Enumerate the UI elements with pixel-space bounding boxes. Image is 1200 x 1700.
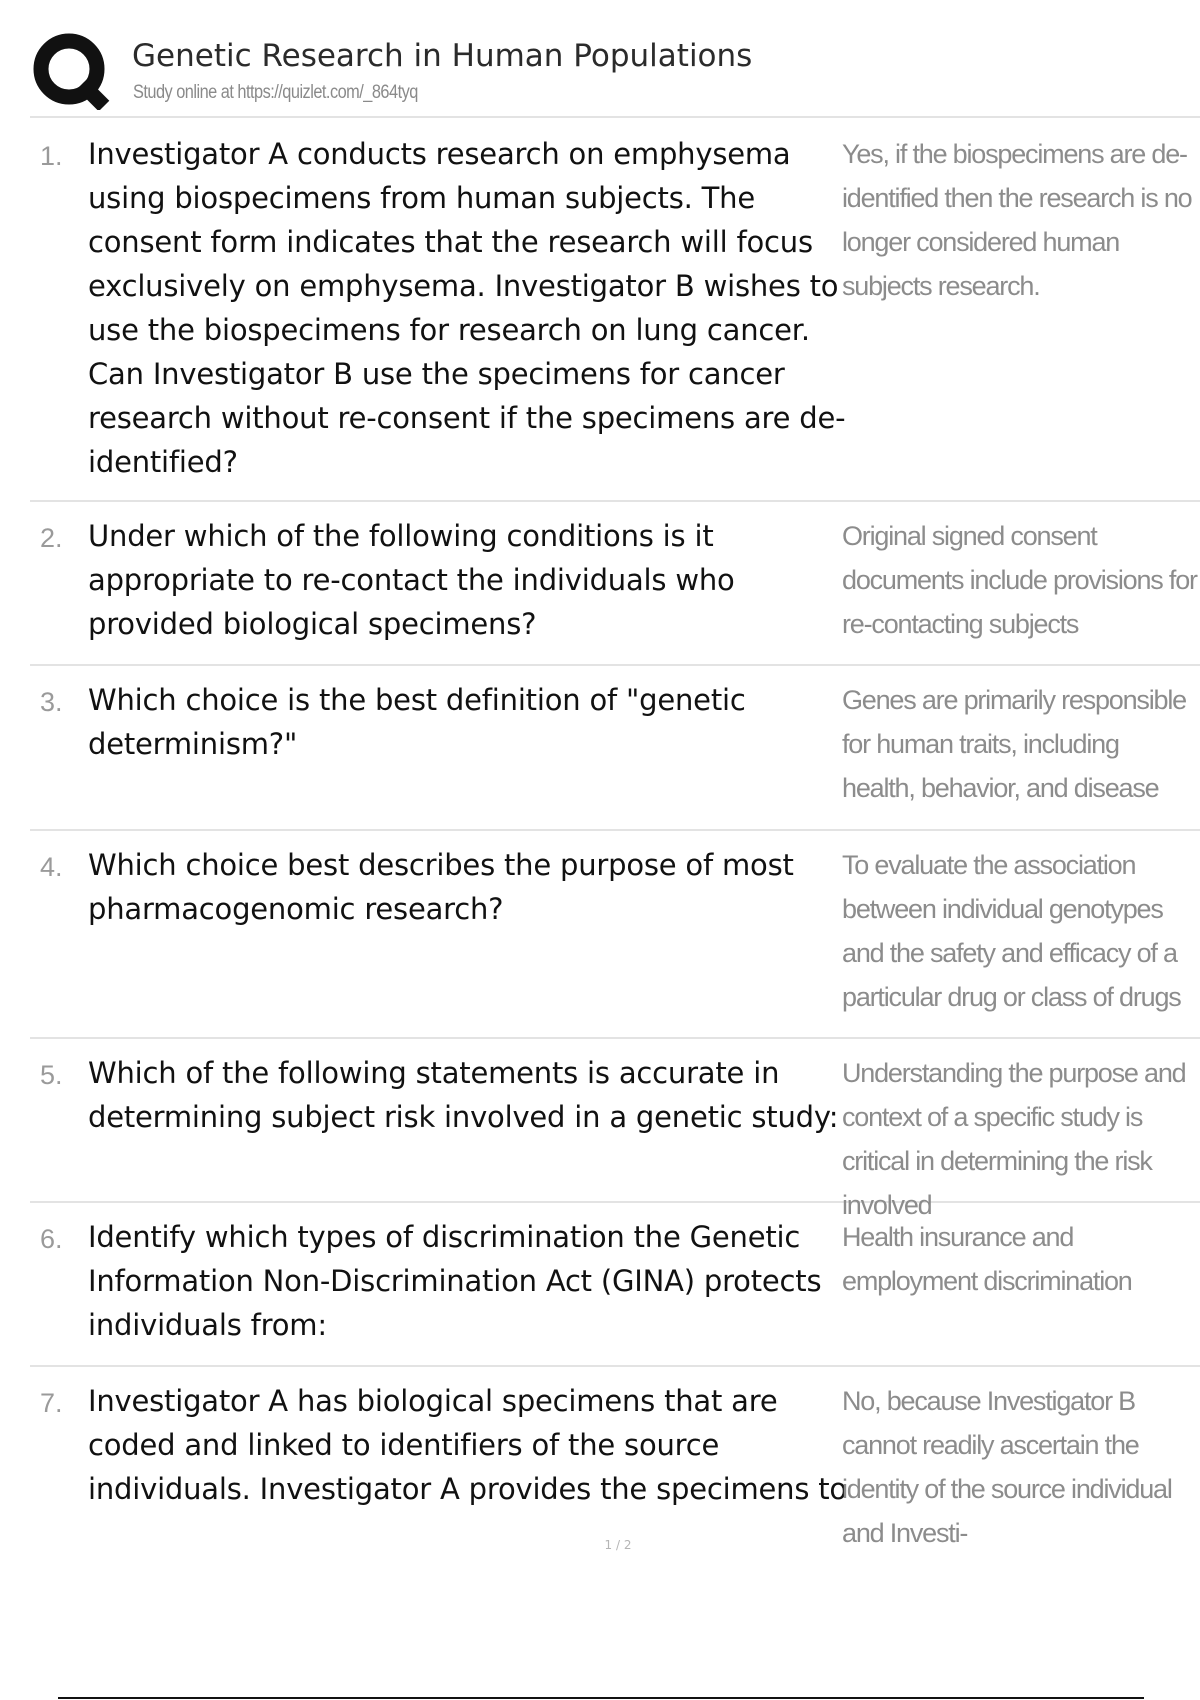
quizlet-q-logo-icon <box>32 32 110 110</box>
card-term: Which choice best describes the purpose of most pharmacogenomic research? <box>88 848 794 926</box>
card-number: 5. <box>40 1060 63 1090</box>
card-term: Under which of the following conditions is it appropriate to re-contact the individuals who provided biological specimens? <box>88 519 735 641</box>
card-term: Investigator A conducts research on emphysema using biospecimens from human subjects. The consent form indicates that the research will focus exclusively on emphysema. Investigator B wishes to use the biospecimens for research on lung cancer. Can Investigator B use the specimens for cancer research without re-consent if the specimens are de-identified? <box>88 137 846 479</box>
card-number: 1. <box>40 141 63 171</box>
card-definition: To evaluate the association between individual genotypes and the safety and efficacy of a particular drug or class of drugs <box>842 850 1181 1012</box>
card-number: 2. <box>40 523 63 553</box>
card-number: 3. <box>40 687 63 717</box>
card-number: 4. <box>40 852 63 882</box>
set-title: Genetic Research in Human Populations <box>132 38 753 74</box>
bottom-divider <box>58 1697 1144 1699</box>
card-number: 7. <box>40 1388 63 1418</box>
card-definition: Original signed consent documents include provisions for re-contacting subjects <box>842 521 1197 639</box>
card-term: Which of the following statements is accurate in determining subject risk involved in a genetic study: <box>88 1056 839 1134</box>
card-definition: Health insurance and employment discrimination <box>842 1222 1132 1296</box>
flashcard-item <box>30 1039 1200 1220</box>
flashcard-item <box>30 1203 1200 1367</box>
card-definition: No, because Investigator B cannot readily ascertain the identity of the source individual and Investi- <box>842 1386 1172 1548</box>
flashcard-item <box>30 666 1200 831</box>
card-definition: Understanding the purpose and context of a specific study is critical in determining the risk involved <box>842 1058 1186 1220</box>
page-header <box>30 30 1200 118</box>
card-definition: Genes are primarily responsible for human traits, including health, behavior, and disease <box>842 685 1186 803</box>
card-number: 6. <box>40 1224 63 1254</box>
study-online-link[interactable]: Study online at https://quizlet.com/_864tyq <box>133 82 418 103</box>
card-term: Which choice is the best definition of "genetic determinism?" <box>88 683 746 761</box>
flashcard-item <box>30 502 1200 666</box>
page-number: 1 / 2 <box>604 1538 632 1552</box>
flashcard-item <box>30 831 1200 1039</box>
flashcard-item <box>30 120 1200 502</box>
card-definition: Yes, if the biospecimens are de-identified then the research is no longer considered human subjects research. <box>842 139 1192 301</box>
card-term: Investigator A has biological specimens that are coded and linked to identifiers of the source individuals. Investigator A provides the specimens to <box>88 1384 847 1506</box>
card-term: Identify which types of discrimination the Genetic Information Non-Discrimination Act (GINA) protects individuals from: <box>88 1220 822 1342</box>
